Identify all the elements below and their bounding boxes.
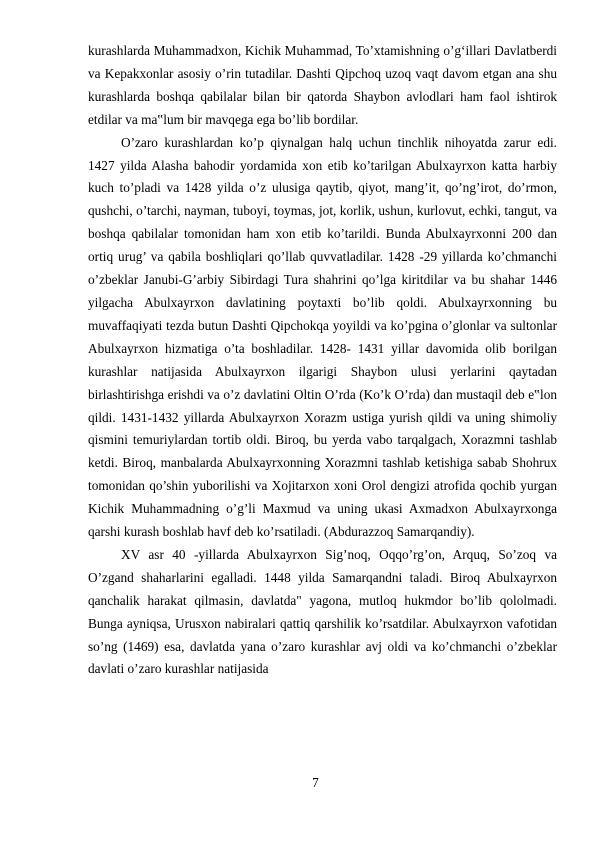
page-number: 7 [312, 775, 319, 790]
paragraph-continuation: kurashlarda Muhammadxon, Kichik Muhammad, To’xtamishning o’gʻillari Davlatberdi va Kepakxonlar asosiy o’rin tutadilar. Dashti Qipchoq uzoq vaqt davom etgan ana shu kurashlarda boshqa qabilalar bilan bir qatorda Shaybon avlodlari ham faol ishtirok etdilar va ma‟lum bir mavqega ega bo’lib bordilar. [88, 43, 557, 127]
paragraph-xv-century: XV asr 40 -yillarda Abulxayrxon Sig’noq, Oqqo’rg’on, Arquq, So’zoq va O’zgand shaharlarini egalladi. 1448 yilda Samarqandni taladi. Biroq Abulxayrxon qanchalik harakat qilmasin, davlatda" yagona, mutloq hukmdor bo’lib qololmadi. Bunga ayniqsa, Urusxon nabiralari qattiq qarshilik ko’rsatdilar. Abulxayrxon vafotidan so’ng (1469) esa, davlatda yana o’zaro kurashlar avj oldi va ko’chmanchi o’zbeklar davlati o’zaro kurashlar natijasida [88, 546, 557, 677]
body-text [88, 40, 557, 681]
paragraph-abulxayrxon-rise: O’zaro kurashlardan ko’p qiynalgan halq uchun tinchlik nihoyatda zarur edi. 1427 yilda Alasha bahodir yordamida xon etib ko’tarilgan Abulxayrxon katta harbiy kuch to’pladi va 1428 yilda o’z ulusiga qaytib, qiyot, mang’it, qo’ng’irot, do’rmon, qushchi, o’tarchi, nayman, tuboyi, toymas, jot, korlik, ushun, kurlovut, echki, tangut, va boshqa qabilalar tomonidan ham xon etib ko’tarildi. Bunda Abulxayrxonni 200 dan ortiq urug’ va qabila boshliqlari qo’llab quvvatladilar. 1428 -29 yillarda ko’chmanchi o’zbeklar Janubi-G’arbiy Sibirdagi Tura shahrini qo’lga kiritdilar va bu shahar 1446 yilgacha Abulxayrxon davlatining poytaxti bo’lib qoldi. Abulxayrxonning bu muvaffaqiyati tezda butun Dashti Qipchokqa yoyildi va ko’pgina o’glonlar va sultonlar Abulxayrxon hizmatiga o’ta boshladilar. 1428- 1431 yillar davomida olib borilgan kurashlar natijasida Abulxayrxon ilgarigi Shaybon ulusi yerlarini qaytadan birlashtirishga erishdi va o’z davlatini Oltin O’rda (Ko’k O’rda) dan mustaqil deb e‟lon qildi. 1431-1432 yillarda Abulxayrxon Xorazm ustiga yurish qildi va uning shimoliy qismini temuriylardan tortib oldi. Biroq, bu yerda vabo tarqalgach, Xorazmni tashlab ketdi. Biroq, manbalarda Abulxayrxonning Xorazmni tashlab ketishiga sabab Shohrux tomonidan qo’shin yuborilishi va Xojitarxon xoni Orol dengizi atrofida qochib yurgan Kichik Muhammadning o’g’li Maxmud va uning ukasi Axmadxon Abulxayrxonga qarshi kurash boshlab havf deb ko’rsatiladi. (Abdurazzoq Samarqandiy). [88, 134, 557, 540]
